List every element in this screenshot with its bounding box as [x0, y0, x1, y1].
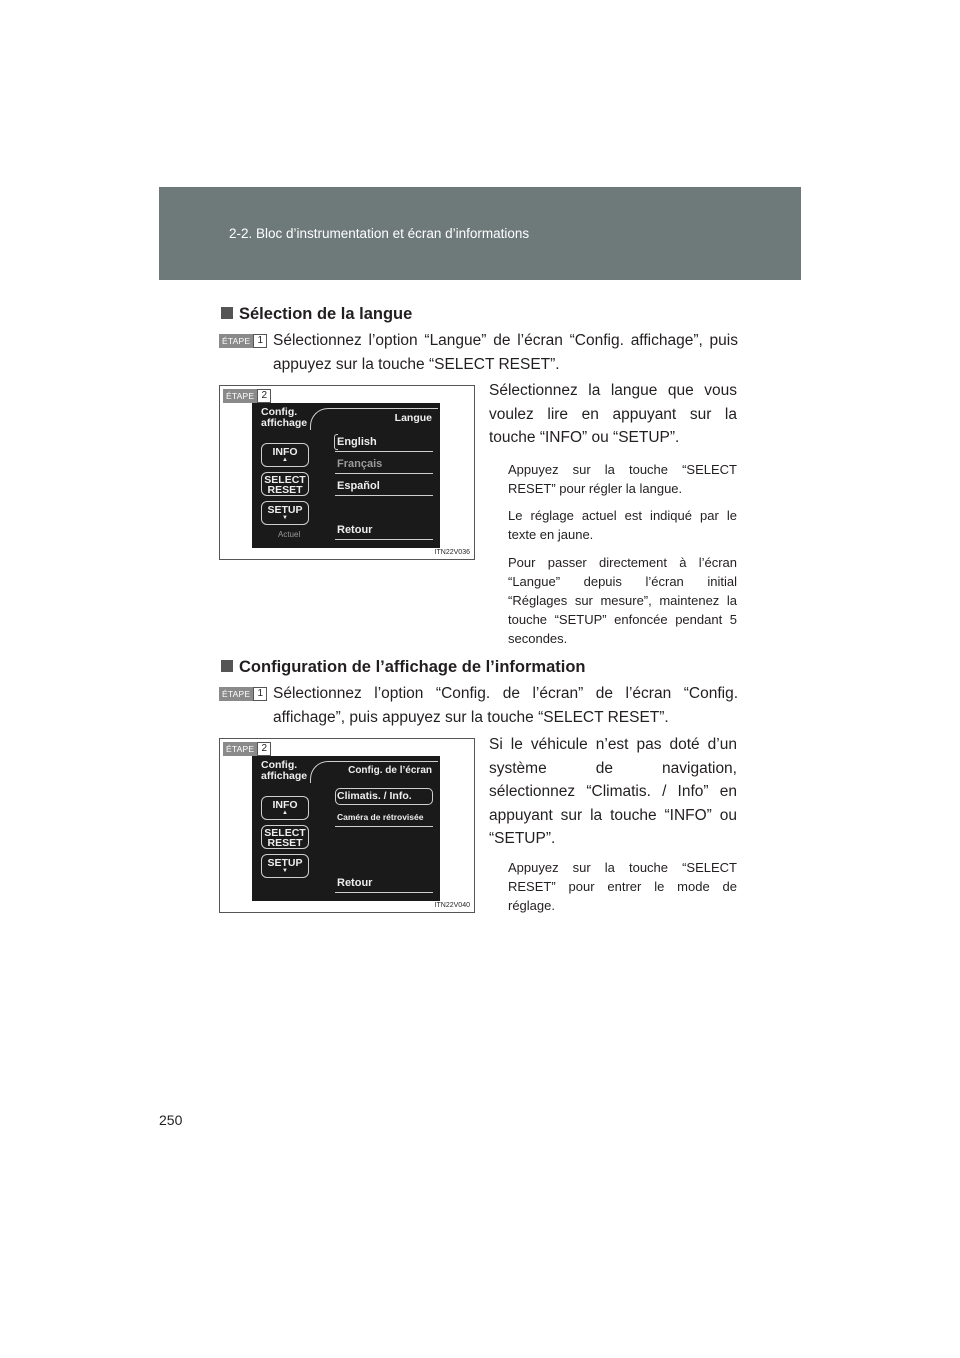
section-heading-info-config: Configuration de l’affichage de l’information [221, 658, 586, 677]
menu-item-rear-camera[interactable]: Caméra de rétrovisée [337, 812, 424, 822]
bullet-square-icon [221, 660, 233, 672]
setup-button[interactable]: SETUP ▼ [261, 854, 309, 878]
setup-button[interactable]: SETUP ▼ [261, 501, 309, 525]
step-2-text: Sélectionnez la langue que vous voulez lire en appuyant sur la touche “INFO” ou “SETUP”. [489, 382, 737, 446]
step-2-badge: ÉTAPE 2 [223, 389, 271, 403]
down-arrow-icon: ▼ [282, 868, 288, 874]
screen-title: Config. affichage [261, 759, 308, 782]
step-1-badge: ÉTAPE 1 [219, 687, 267, 701]
step-2-badge: ÉTAPE 2 [223, 742, 271, 756]
figure-language-screen [219, 385, 475, 560]
divider [335, 826, 433, 827]
menu-item-english[interactable]: English [337, 436, 377, 448]
select-reset-button[interactable]: SELECT RESET [261, 825, 309, 849]
menu-item-back[interactable]: Retour [337, 877, 373, 889]
menu-item-espanol[interactable]: Español [337, 480, 380, 492]
chapter-title: 2-2. Bloc d’instrumentation et écran d’informations [229, 226, 530, 241]
menu-item-back[interactable]: Retour [337, 524, 373, 536]
figure-code: ITN22V040 [434, 902, 470, 909]
screen-header: Langue [394, 412, 432, 424]
divider [335, 892, 433, 893]
figure-display-config-screen [219, 738, 475, 913]
note-1: Appuyez sur la touche “SELECT RESET” pour régler la langue. [508, 462, 737, 496]
step-1-text: Sélectionnez l’option “Config. de l’écran” de l’écran “Config. affichage”, puis appuyez sur la touche “SELECT RESET”. [273, 685, 738, 726]
down-arrow-icon: ▼ [282, 515, 288, 521]
display-screen [252, 403, 440, 548]
note-3: Pour passer directement à l’écran “Langue” depuis l’écran initial “Réglages sur mesure”, maintenez la touche “SETUP” enfoncée pendant 5 secondes. [508, 555, 737, 646]
page-number: 250 [159, 1112, 183, 1128]
select-reset-button[interactable]: SELECT RESET [261, 472, 309, 496]
step-1-badge: ÉTAPE 1 [219, 334, 267, 348]
up-arrow-icon: ▲ [282, 810, 288, 816]
note-1: Appuyez sur la touche “SELECT RESET” pour entrer le mode de réglage. [508, 860, 737, 913]
step-1-text: Sélectionnez l’option “Langue” de l’écran “Config. affichage”, puis appuyez sur la touche “SELECT RESET”. [273, 332, 738, 373]
note-2: Le réglage actuel est indiqué par le texte en jaune. [508, 508, 737, 542]
step-2-text: Si le véhicule n’est pas doté d’un système de navigation, sélectionnez “Climatis. / Info” en appuyant sur la touche “INFO” ou “SETUP”. [489, 736, 737, 847]
divider [335, 539, 433, 540]
current-indicator: Actuel [278, 530, 301, 539]
divider [335, 451, 433, 452]
screen-header: Config. de l’écran [348, 765, 432, 776]
figure-code: ITN22V036 [434, 549, 470, 556]
up-arrow-icon: ▲ [282, 457, 288, 463]
bullet-square-icon [221, 307, 233, 319]
divider [335, 495, 433, 496]
divider [335, 473, 433, 474]
display-screen [252, 756, 440, 901]
info-button[interactable]: INFO ▲ [261, 796, 309, 820]
section-heading-language: Sélection de la langue [221, 305, 412, 324]
menu-item-climate-info[interactable]: Climatis. / Info. [337, 790, 412, 802]
menu-item-francais[interactable]: Français [337, 458, 383, 470]
info-button[interactable]: INFO ▲ [261, 443, 309, 467]
screen-title: Config. affichage [261, 406, 308, 429]
